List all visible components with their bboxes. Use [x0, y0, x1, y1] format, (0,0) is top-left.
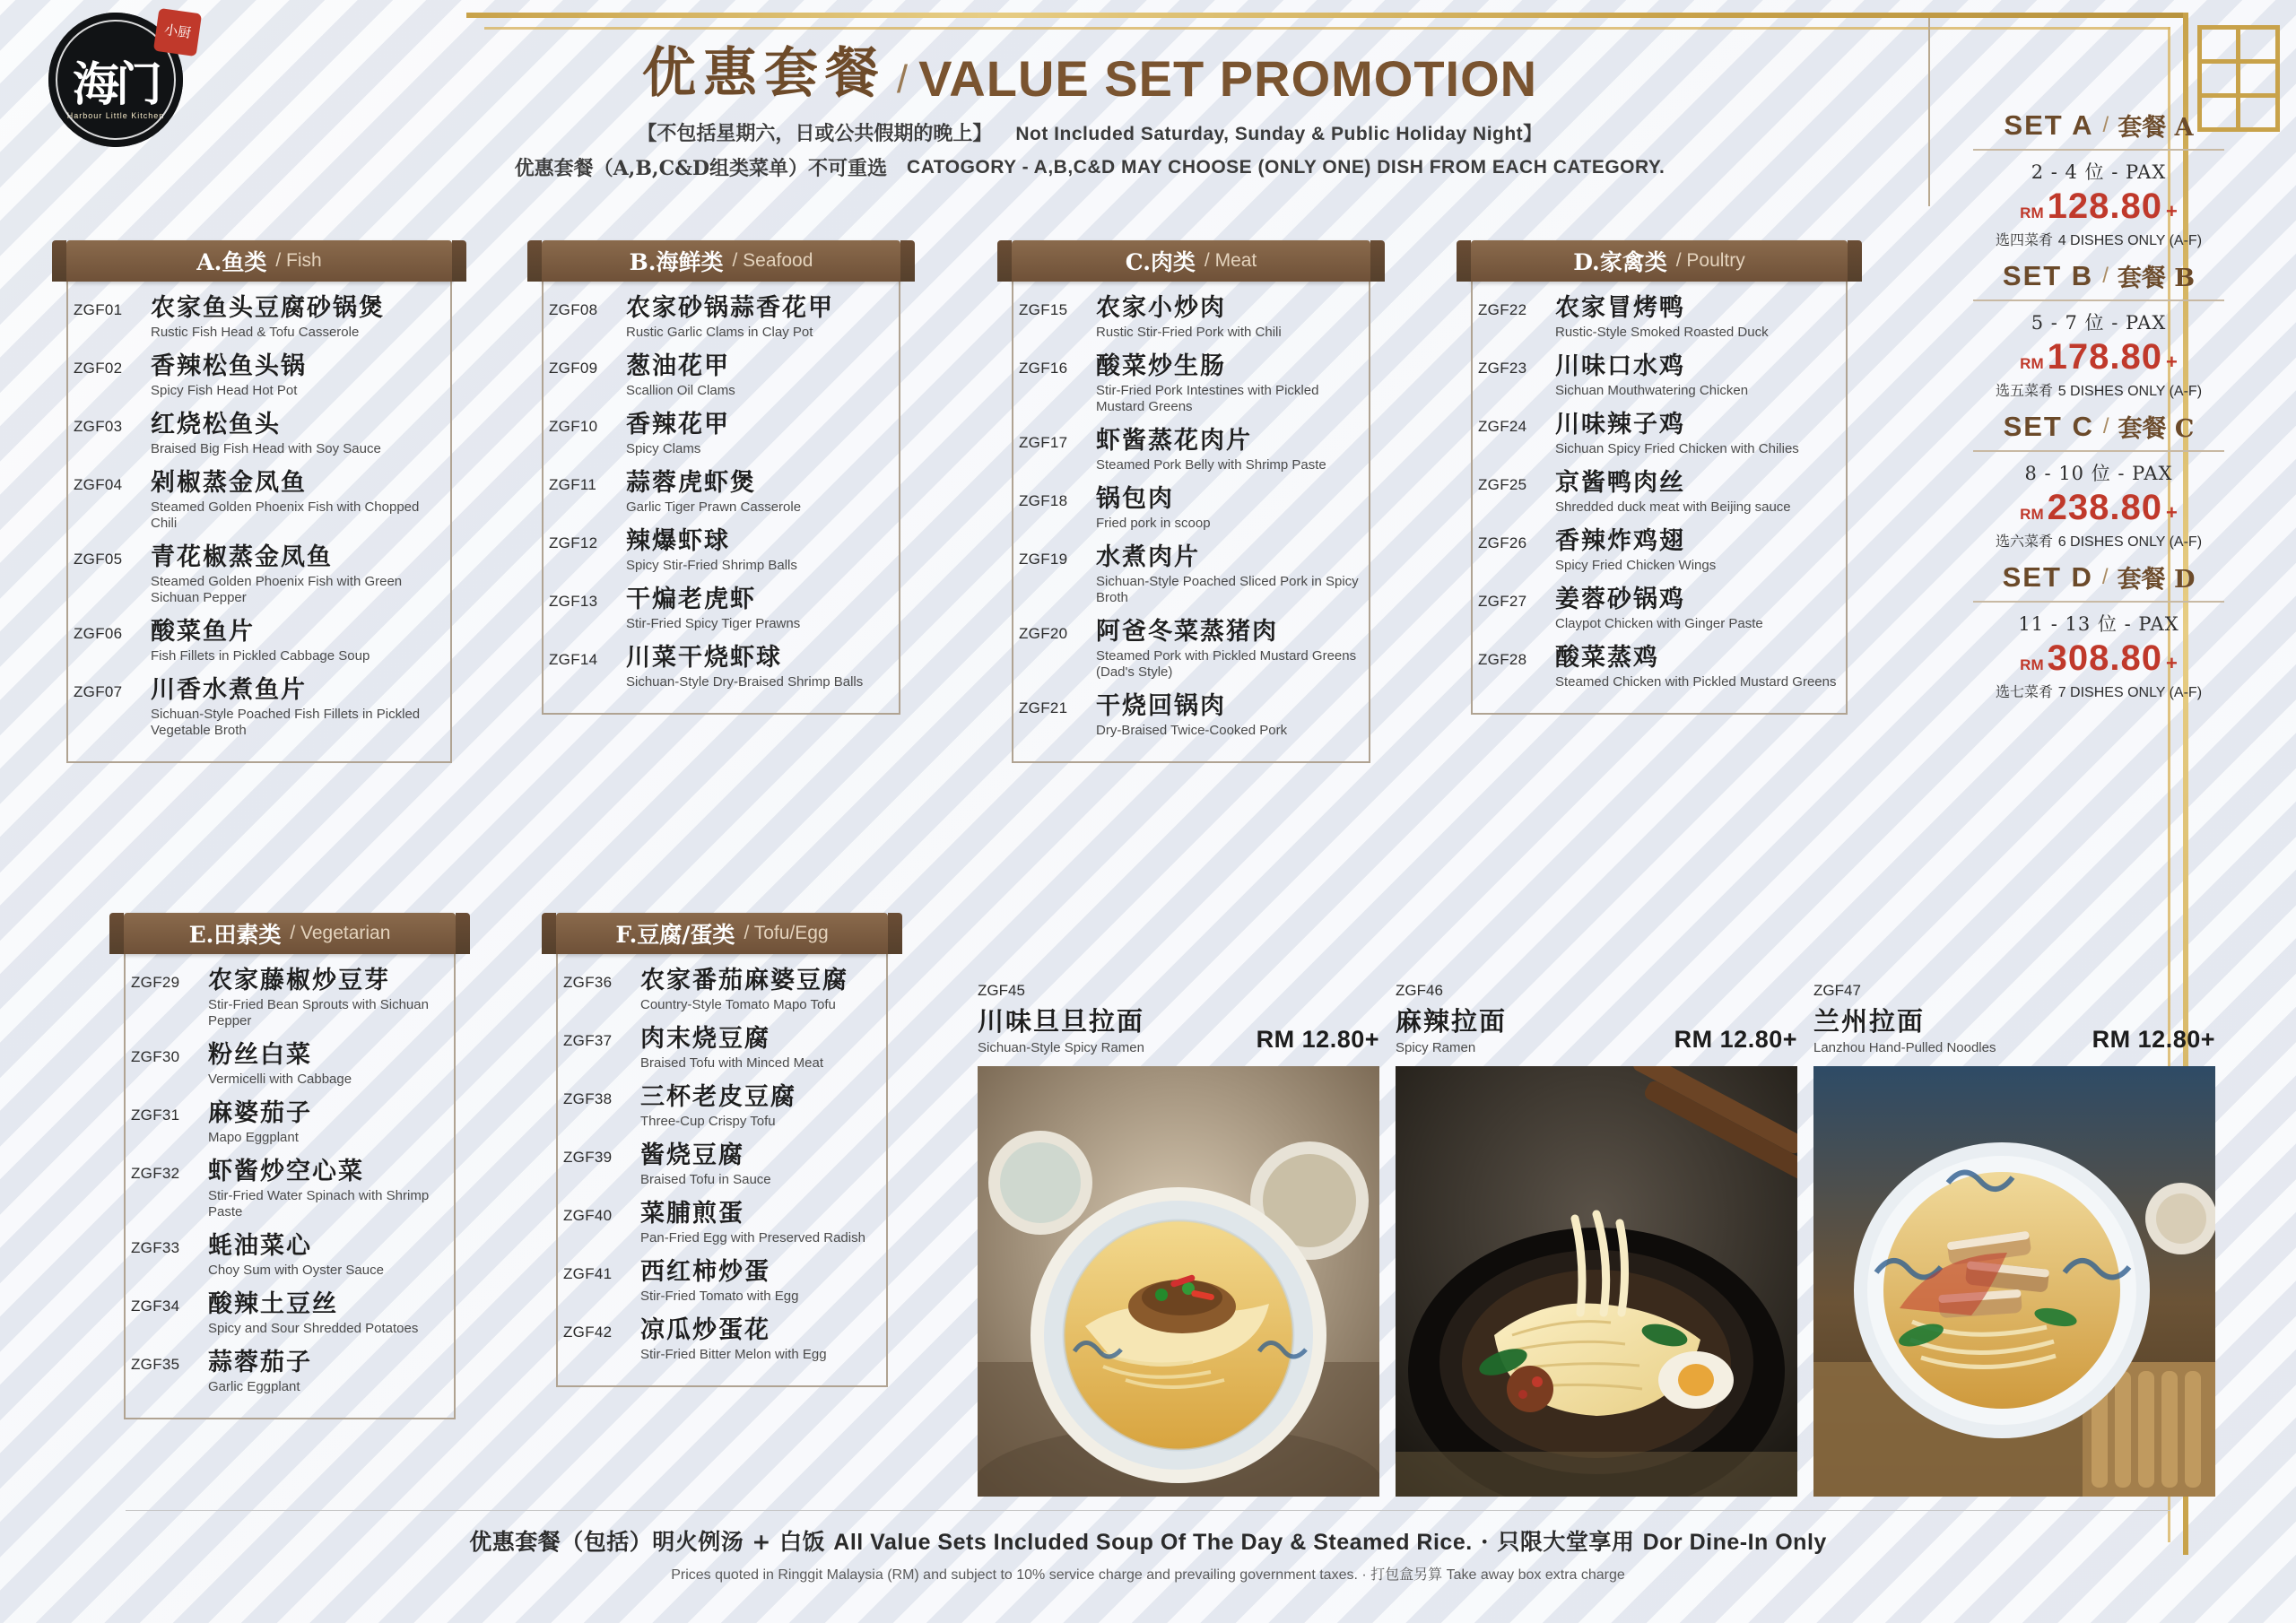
dish-item — [74, 543, 445, 606]
dish-name-cn: 葱油花甲 — [626, 352, 730, 381]
category-title-cn: A.鱼类 — [196, 249, 267, 275]
price-plus-sign: + — [2165, 652, 2178, 674]
set-dishes-note-cn: 选四菜肴 — [1995, 231, 2053, 248]
currency-label: RM — [2020, 656, 2044, 673]
category-vegetarian — [124, 913, 456, 1419]
dish-name-en: Vermicelli with Cabbage — [208, 1072, 352, 1088]
category-header-tofu-egg — [556, 913, 888, 954]
dish-code: ZGF15 — [1019, 301, 1068, 318]
dish-item — [1019, 427, 1363, 473]
currency-label: RM — [2020, 355, 2044, 372]
category-poultry — [1471, 240, 1848, 715]
noodle-name-cn: 麻辣拉面 — [1396, 1006, 1508, 1037]
dish-item — [131, 1349, 448, 1395]
dish-code: ZGF13 — [549, 593, 598, 611]
dish-name-en: Braised Tofu in Sauce — [640, 1172, 771, 1188]
dish-code: ZGF38 — [563, 1090, 613, 1108]
dish-name-en: Stir-Fried Tomato with Egg — [640, 1289, 799, 1305]
dish-code: ZGF26 — [1478, 534, 1527, 552]
dish-name-en: Sichuan-Style Dry-Braised Shrimp Balls — [626, 674, 864, 690]
dish-name-cn: 川味口水鸡 — [1555, 352, 1685, 381]
currency-label: RM — [2020, 506, 2044, 523]
dish-name-en: Spicy and Sour Shredded Potatoes — [208, 1321, 419, 1337]
dish-code: ZGF30 — [131, 1048, 180, 1066]
dish-name-en: Spicy Clams — [626, 441, 701, 457]
dish-code: ZGF14 — [549, 651, 598, 669]
footer-disclaimer: Prices quoted in Ringgit Malaysia (RM) and subject to 10% service charge and prevailing government taxes. · 打包盒另算 Take away box extra charge — [671, 1567, 1625, 1583]
dish-name-en: Spicy Fried Chicken Wings — [1555, 558, 1717, 574]
dish-code: ZGF40 — [563, 1207, 613, 1225]
dish-code: ZGF22 — [1478, 301, 1527, 318]
set-dishes-note-en: 4 DISHES ONLY (A-F) — [2057, 233, 2203, 248]
dish-name-en: Fish Fillets in Pickled Cabbage Soup — [151, 648, 370, 664]
set-label-cn: 套餐 B — [2117, 265, 2196, 292]
dish-name-cn: 川香水煮鱼片 — [151, 676, 307, 705]
title-separator: / — [896, 57, 909, 101]
category-title-en: / Tofu/Egg — [744, 923, 829, 943]
dish-name-en: Mapo Eggplant — [208, 1130, 299, 1146]
exclusion-note-english: Not Included Saturday, Sunday & Public Holiday Night】 — [1015, 123, 1543, 144]
set-dishes-note-cn: 选六菜肴 — [1995, 533, 2053, 550]
dish-name-en: Rustic Garlic Clams in Clay Pot — [626, 325, 813, 341]
category-list-vegetarian — [124, 954, 456, 1419]
dish-name-en: Sichuan Mouthwatering Chicken — [1555, 383, 1749, 399]
dish-name-en: Spicy Stir-Fried Shrimp Balls — [626, 558, 797, 574]
dish-name-en: Fried pork in scoop — [1096, 516, 1211, 532]
dish-name-en: Garlic Tiger Prawn Casserole — [626, 499, 802, 516]
dish-name-cn: 西红柿炒蛋 — [640, 1258, 770, 1287]
dish-name-cn: 肉末烧豆腐 — [640, 1025, 770, 1054]
set-rule — [1973, 149, 2224, 151]
category-list-fish — [66, 282, 452, 763]
dish-name-cn: 虾酱炒空心菜 — [208, 1158, 364, 1186]
noodle-item-zgf46 — [1396, 982, 1797, 1497]
dish-item — [549, 294, 893, 341]
gold-frame-top-inner — [484, 27, 2170, 30]
category-title-en: / Poultry — [1675, 250, 1745, 271]
dish-name-en: Rustic-Style Smoked Roasted Duck — [1555, 325, 1769, 341]
dish-item — [74, 294, 445, 341]
footer-dot: · — [1480, 1529, 1490, 1555]
dish-name-en: Steamed Pork Belly with Shrimp Paste — [1096, 457, 1326, 473]
noodle-section — [978, 982, 2215, 1497]
dish-code: ZGF12 — [549, 534, 598, 552]
dish-code: ZGF29 — [131, 974, 180, 991]
dish-item — [549, 411, 893, 457]
dish-name-cn: 酸菜鱼片 — [151, 618, 255, 647]
dish-name-en: Pan-Fried Egg with Preserved Radish — [640, 1230, 865, 1246]
dish-name-cn: 农家鱼头豆腐砂锅煲 — [151, 294, 385, 322]
noodle-price: RM 12.80+ — [1674, 1026, 1797, 1053]
dish-item — [1019, 543, 1363, 606]
page-title-english: VALUE SET PROMOTION — [918, 50, 1538, 107]
set-rule — [1973, 601, 2224, 603]
dish-name-cn: 农家小炒肉 — [1096, 294, 1226, 322]
dish-code: ZGF31 — [131, 1107, 180, 1124]
category-tofu-egg — [556, 913, 888, 1387]
set-price-amount: 308.80 — [2047, 638, 2162, 678]
dish-item — [1019, 485, 1363, 532]
dish-name-cn: 川味辣子鸡 — [1555, 411, 1685, 439]
noodle-item-zgf47 — [1813, 982, 2215, 1497]
dish-item — [131, 1041, 448, 1088]
set-separator: / — [2102, 112, 2109, 137]
dish-name-cn: 锅包肉 — [1096, 485, 1174, 514]
price-plus-sign: + — [2165, 351, 2178, 373]
footer-inclusions-en: All Value Sets Included Soup Of The Day & Steamed Rice. — [833, 1530, 1473, 1555]
category-title-cn: C.肉类 — [1125, 249, 1196, 275]
category-list-meat — [1012, 282, 1370, 763]
dish-name-cn: 酱烧豆腐 — [640, 1141, 744, 1170]
dish-name-cn: 凉瓜炒蛋花 — [640, 1316, 770, 1345]
dish-code: ZGF17 — [1019, 434, 1068, 452]
set-price-amount: 128.80 — [2047, 187, 2162, 226]
dish-code: ZGF04 — [74, 476, 123, 494]
dish-item — [74, 469, 445, 532]
dish-name-cn: 京酱鸭肉丝 — [1555, 469, 1685, 498]
dish-code: ZGF24 — [1478, 418, 1527, 436]
footer-divider — [126, 1510, 2170, 1511]
dish-name-cn: 香辣炸鸡翅 — [1555, 527, 1685, 556]
set-block-d — [1955, 560, 2242, 701]
dish-item — [1478, 352, 1840, 399]
dish-name-cn: 香辣松鱼头锅 — [151, 352, 307, 381]
noodle-price: RM 12.80+ — [1256, 1026, 1379, 1053]
dish-item — [563, 1258, 881, 1305]
set-label-en: SET B — [2002, 259, 2094, 291]
dish-name-en: Steamed Golden Phoenix Fish with Green Sichuan Pepper — [151, 574, 403, 606]
category-title-cn: B.海鲜类 — [629, 249, 724, 275]
dish-name-cn: 虾酱蒸花肉片 — [1096, 427, 1252, 456]
selection-rule-english: CATOGORY - A,B,C&D MAY CHOOSE (ONLY ONE) DISH FROM EACH CATEGORY. — [907, 156, 1665, 178]
dish-item — [1019, 294, 1363, 341]
dish-name-cn: 三杯老皮豆腐 — [640, 1083, 796, 1112]
noodle-item-zgf45 — [978, 982, 1379, 1497]
dish-code: ZGF33 — [131, 1239, 180, 1257]
noodle-code: ZGF46 — [1396, 982, 1443, 999]
dish-name-cn: 干烧回锅肉 — [1096, 692, 1226, 721]
set-pricing-panel — [1955, 108, 2242, 710]
dish-name-en: Sichuan-Style Poached Sliced Pork in Spicy Broth — [1096, 574, 1359, 606]
set-pax: 11 - 13 位 - PAX — [2018, 613, 2179, 635]
set-price-amount: 178.80 — [2047, 337, 2162, 377]
dish-name-en: Scallion Oil Clams — [626, 383, 735, 399]
set-block-b — [1955, 258, 2242, 400]
dish-name-en: Braised Tofu with Minced Meat — [640, 1055, 823, 1072]
category-title-en: / Vegetarian — [290, 923, 391, 943]
category-meat — [1012, 240, 1370, 763]
dish-item — [1478, 586, 1840, 632]
category-title-cn: D.家禽类 — [1573, 249, 1667, 275]
set-dishes-note — [1955, 681, 2242, 701]
category-header-vegetarian — [124, 913, 456, 954]
lanzhou-noodles-photo — [1813, 1066, 2215, 1497]
dish-item — [131, 1232, 448, 1279]
set-price-amount: 238.80 — [2047, 488, 2162, 527]
selection-rule-chinese: 优惠套餐（A,B,C&D组类菜单）不可重选 — [514, 157, 888, 180]
set-dishes-note-cn: 选七菜肴 — [1995, 683, 2053, 700]
noodle-name-en: Sichuan-Style Spicy Ramen — [978, 1040, 1144, 1055]
page-footer — [0, 1524, 2296, 1584]
dish-name-en: Spicy Fish Head Hot Pot — [151, 383, 298, 399]
dish-code: ZGF35 — [131, 1356, 180, 1374]
dish-name-cn: 农家藤椒炒豆芽 — [208, 967, 390, 994]
set-rule — [1973, 299, 2224, 301]
noodle-name-cn: 川味旦旦拉面 — [978, 1006, 1145, 1037]
set-dishes-note — [1955, 229, 2242, 249]
noodle-name-cn: 兰州拉面 — [1813, 1006, 1926, 1037]
category-header-meat — [1012, 240, 1370, 282]
set-pax: 2 - 4 位 - PAX — [2031, 161, 2167, 183]
dish-name-en: Steamed Golden Phoenix Fish with Chopped Chili — [151, 499, 420, 532]
set-label-en: SET A — [2004, 108, 2094, 141]
dish-item — [549, 586, 893, 632]
category-seafood — [542, 240, 900, 715]
dish-code: ZGF19 — [1019, 551, 1068, 568]
set-block-a — [1955, 108, 2242, 249]
dish-item — [131, 1099, 448, 1146]
dish-code: ZGF11 — [549, 476, 597, 494]
category-list-seafood — [542, 282, 900, 715]
dish-item — [563, 1083, 881, 1130]
dish-item — [74, 676, 445, 739]
set-separator: / — [2102, 263, 2109, 288]
dish-code: ZGF27 — [1478, 593, 1527, 611]
dish-name-en: Shredded duck meat with Beijing sauce — [1555, 499, 1791, 516]
dish-item — [131, 1290, 448, 1337]
dish-name-cn: 干煸老虎虾 — [626, 586, 756, 614]
header-vertical-divider — [1928, 18, 1930, 206]
dish-item — [1478, 644, 1840, 690]
dish-name-cn: 蚝油菜心 — [208, 1232, 312, 1261]
gold-frame-top — [466, 13, 2188, 18]
noodle-code: ZGF47 — [1813, 982, 1861, 999]
set-dishes-note-en: 6 DISHES ONLY (A-F) — [2057, 534, 2203, 550]
logo-chinese-name: 海门 — [72, 56, 159, 112]
set-dishes-note-en: 5 DISHES ONLY (A-F) — [2057, 384, 2203, 399]
set-label-cn: 套餐 D — [2117, 566, 2196, 594]
dish-name-cn: 蒜蓉虎虾煲 — [626, 469, 756, 498]
category-list-poultry — [1471, 282, 1848, 715]
dish-name-cn: 剁椒蒸金凤鱼 — [151, 469, 307, 498]
dish-item — [74, 618, 445, 664]
spicy-ramen-photo — [1396, 1066, 1797, 1497]
dish-item — [563, 967, 881, 1013]
dish-code: ZGF41 — [563, 1265, 613, 1283]
footer-dinein-en: Dor Dine-In Only — [1642, 1530, 1827, 1555]
dish-name-cn: 姜蓉砂锅鸡 — [1555, 586, 1685, 614]
dish-name-cn: 酸菜蒸鸡 — [1555, 644, 1659, 673]
set-dishes-note-en: 7 DISHES ONLY (A-F) — [2057, 685, 2203, 700]
exclusion-note-chinese: 【不包括星期六，日或公共假期的晚上】 — [637, 122, 993, 145]
noodle-code: ZGF45 — [978, 982, 1025, 999]
dish-name-cn: 阿爸冬菜蒸猪肉 — [1096, 618, 1278, 647]
dish-item — [74, 352, 445, 399]
category-list-tofu-egg — [556, 954, 888, 1387]
dish-name-cn: 红烧松鱼头 — [151, 411, 281, 439]
price-plus-sign: + — [2165, 501, 2178, 524]
dish-name-cn: 辣爆虾球 — [626, 527, 730, 556]
noodle-name-en: Spicy Ramen — [1396, 1040, 1476, 1055]
dish-code: ZGF09 — [549, 360, 598, 378]
dish-name-en: Steamed Chicken with Pickled Mustard Greens — [1555, 674, 1837, 690]
dish-name-en: Sichuan-Style Poached Fish Fillets in Pickled Vegetable Broth — [151, 707, 421, 739]
dish-name-en: Braised Big Fish Head with Soy Sauce — [151, 441, 381, 457]
dish-code: ZGF01 — [74, 301, 123, 318]
logo-badge: 小厨 — [153, 8, 202, 56]
dish-name-en: Steamed Pork with Pickled Mustard Greens (Dad's Style) — [1096, 648, 1357, 681]
dish-name-cn: 农家番茄麻婆豆腐 — [640, 967, 848, 994]
logo-english-name: Harbour Little Kitchen — [66, 111, 165, 120]
set-label-en: SET D — [2002, 560, 2093, 593]
dish-item — [549, 352, 893, 399]
set-label-cn: 套餐 C — [2118, 415, 2195, 443]
category-title-cn: F.豆腐/蛋类 — [615, 922, 735, 948]
restaurant-logo — [30, 5, 219, 149]
category-title-en: / Meat — [1204, 250, 1257, 271]
dish-name-cn: 农家冒烤鸭 — [1555, 294, 1685, 322]
dish-code: ZGF28 — [1478, 651, 1527, 669]
dish-code: ZGF25 — [1478, 476, 1527, 494]
category-title-en: / Fish — [275, 250, 322, 271]
category-header-poultry — [1471, 240, 1848, 282]
dish-name-cn: 粉丝白菜 — [208, 1041, 312, 1070]
category-header-seafood — [542, 240, 900, 282]
dish-item — [563, 1141, 881, 1188]
dish-name-en: Three-Cup Crispy Tofu — [640, 1114, 776, 1130]
sichuan-spicy-ramen-photo — [978, 1066, 1379, 1497]
dish-code: ZGF34 — [131, 1298, 180, 1315]
dish-item — [549, 527, 893, 574]
dish-item — [1019, 692, 1363, 739]
dish-item — [1019, 618, 1363, 681]
dish-name-en: Garlic Eggplant — [208, 1379, 300, 1395]
dish-name-cn: 酸菜炒生肠 — [1096, 352, 1226, 381]
dish-code: ZGF18 — [1019, 492, 1068, 510]
dish-item — [563, 1200, 881, 1246]
dish-code: ZGF10 — [549, 418, 598, 436]
dish-name-en: Dry-Braised Twice-Cooked Pork — [1096, 723, 1288, 739]
set-separator: / — [2101, 564, 2109, 589]
dish-item — [563, 1025, 881, 1072]
dish-name-en: Country-Style Tomato Mapo Tofu — [640, 997, 836, 1013]
dish-code: ZGF05 — [74, 551, 123, 568]
dish-name-en: Stir-Fried Water Spinach with Shrimp Paste — [208, 1188, 430, 1220]
dish-code: ZGF02 — [74, 360, 123, 378]
dish-code: ZGF32 — [131, 1165, 180, 1183]
set-rule — [1973, 450, 2224, 452]
currency-label: RM — [2020, 204, 2044, 221]
page-title-chinese: 优惠套餐 — [641, 42, 886, 105]
dish-name-cn: 水煮肉片 — [1096, 543, 1200, 572]
footer-inclusions-cn: 优惠套餐（包括）明火例汤 + 白饭 — [469, 1529, 826, 1555]
dish-item — [131, 967, 448, 1029]
set-pax: 5 - 7 位 - PAX — [2031, 312, 2167, 334]
dish-code: ZGF39 — [563, 1149, 613, 1167]
dish-code: ZGF36 — [563, 974, 613, 991]
set-label-en: SET C — [2003, 410, 2094, 442]
set-dishes-note — [1955, 379, 2242, 400]
set-separator: / — [2102, 413, 2109, 438]
dish-name-en: Rustic Stir-Fried Pork with Chili — [1096, 325, 1282, 341]
dish-code: ZGF06 — [74, 625, 123, 643]
dish-name-en: Stir-Fried Bitter Melon with Egg — [640, 1347, 827, 1363]
dish-code: ZGF07 — [74, 683, 123, 701]
dish-name-cn: 农家砂锅蒜香花甲 — [626, 294, 834, 322]
category-header-fish — [66, 240, 452, 282]
dish-name-cn: 青花椒蒸金凤鱼 — [151, 543, 333, 572]
dish-code: ZGF20 — [1019, 625, 1068, 643]
dish-name-cn: 蒜蓉茄子 — [208, 1349, 312, 1377]
dish-code: ZGF03 — [74, 418, 123, 436]
dish-item — [1478, 411, 1840, 457]
dish-name-en: Rustic Fish Head & Tofu Casserole — [151, 325, 360, 341]
footer-inclusions — [0, 1524, 2296, 1557]
dish-name-cn: 川菜干烧虾球 — [626, 644, 782, 673]
dish-name-cn: 菜脯煎蛋 — [640, 1200, 744, 1228]
set-pax: 8 - 10 位 - PAX — [2024, 463, 2173, 484]
dish-name-cn: 麻婆茄子 — [208, 1099, 312, 1128]
category-fish — [66, 240, 452, 763]
dish-name-en: Stir-Fried Bean Sprouts with Sichuan Pepper — [208, 997, 429, 1029]
dish-name-cn: 香辣花甲 — [626, 411, 730, 439]
dish-code: ZGF23 — [1478, 360, 1527, 378]
dish-item — [1478, 294, 1840, 341]
dish-item — [131, 1158, 448, 1220]
dish-name-cn: 酸辣土豆丝 — [208, 1290, 338, 1319]
dish-item — [1478, 527, 1840, 574]
set-block-c — [1955, 409, 2242, 551]
dish-item — [1478, 469, 1840, 516]
price-plus-sign: + — [2165, 200, 2178, 222]
noodle-price: RM 12.80+ — [2092, 1026, 2215, 1053]
category-title-en: / Seafood — [732, 250, 813, 271]
dish-name-en: Choy Sum with Oyster Sauce — [208, 1263, 384, 1279]
dish-item — [563, 1316, 881, 1363]
set-label-cn: 套餐 A — [2118, 114, 2194, 142]
dish-name-en: Sichuan Spicy Fried Chicken with Chilies — [1555, 441, 1799, 457]
dish-name-en: Claypot Chicken with Ginger Paste — [1555, 616, 1763, 632]
dish-code: ZGF37 — [563, 1032, 613, 1050]
dish-item — [1019, 352, 1363, 415]
dish-item — [74, 411, 445, 457]
footer-dinein-cn: 只限大堂享用 — [1497, 1529, 1635, 1555]
noodle-name-en: Lanzhou Hand-Pulled Noodles — [1813, 1040, 1996, 1055]
dish-name-en: Stir-Fried Spicy Tiger Prawns — [626, 616, 801, 632]
category-title-cn: E.田素类 — [188, 922, 282, 948]
dish-code: ZGF21 — [1019, 699, 1068, 717]
set-dishes-note — [1955, 530, 2242, 551]
dish-name-en: Stir-Fried Pork Intestines with Pickled Mustard Greens — [1096, 383, 1319, 415]
set-dishes-note-cn: 选五菜肴 — [1995, 382, 2053, 399]
page-header — [251, 30, 1928, 181]
dish-code: ZGF16 — [1019, 360, 1068, 378]
dish-item — [549, 469, 893, 516]
dish-code: ZGF08 — [549, 301, 598, 318]
dish-code: ZGF42 — [563, 1324, 613, 1341]
dish-item — [549, 644, 893, 690]
